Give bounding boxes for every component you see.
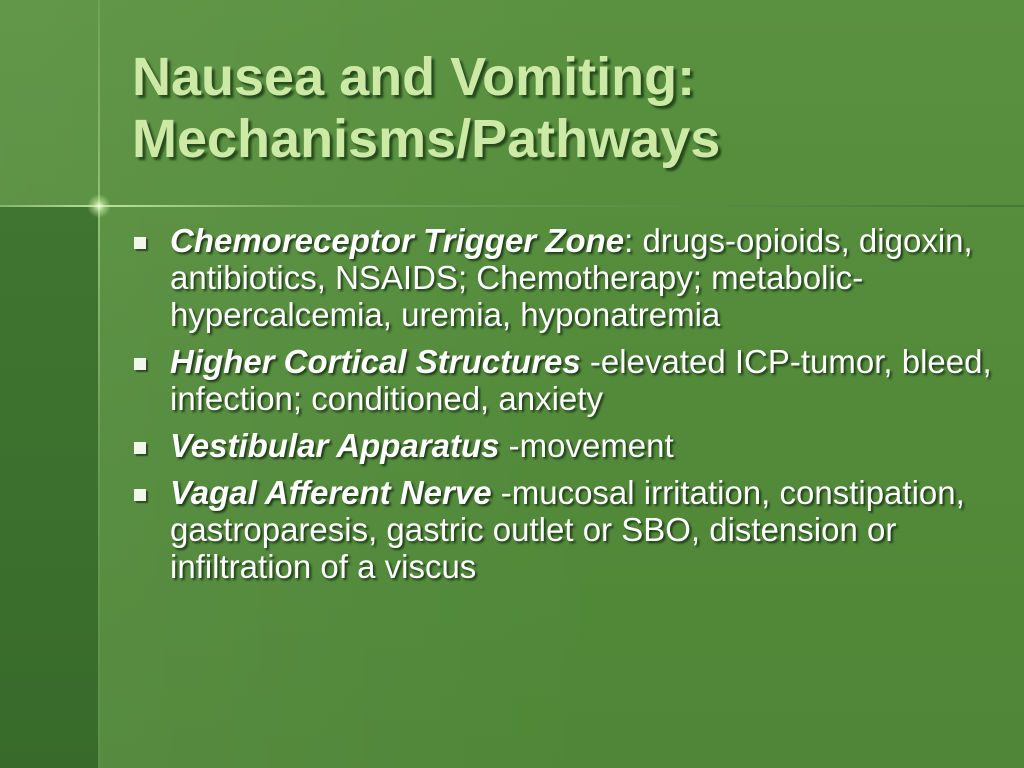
vertical-accent-line — [98, 0, 100, 768]
sparkle-glow — [87, 194, 111, 218]
bullet-term: Higher Cortical Structures — [170, 343, 581, 380]
square-bullet-icon — [134, 237, 146, 249]
bullet-item — [132, 474, 992, 585]
bullet-text: -mucosal irritation, constipation, gastroparesis, gastric outlet or SBO, distension or infiltration of a viscus — [170, 474, 965, 585]
title-line-2: Mechanisms/Pathways — [132, 109, 721, 169]
title-line-1: Nausea and Vomiting: — [132, 47, 696, 107]
square-bullet-icon — [134, 489, 146, 501]
bullet-term: Vestibular Apparatus — [170, 427, 500, 464]
bullet-term: Chemoreceptor Trigger Zone — [170, 222, 625, 259]
bullet-list — [132, 222, 992, 595]
left-accent-strip — [0, 207, 98, 768]
bullet-text: -movement — [499, 427, 674, 464]
bullet-text: -elevated ICP-tumor, bleed, infection; conditioned, anxiety — [170, 343, 992, 417]
bullet-item — [132, 343, 992, 417]
bullet-item — [132, 427, 992, 464]
square-bullet-icon — [134, 442, 146, 454]
square-bullet-icon — [134, 358, 146, 370]
bullet-item — [132, 222, 992, 333]
bullet-term: Vagal Afferent Nerve — [170, 474, 492, 511]
horizontal-accent-line — [0, 205, 1024, 207]
slide-title — [132, 46, 992, 170]
bullet-text: : drugs-opioids, digoxin, antibiotics, NSAIDS; Chemotherapy; metabolic-hypercalcemia, uremia, hyponatremia — [170, 222, 973, 333]
